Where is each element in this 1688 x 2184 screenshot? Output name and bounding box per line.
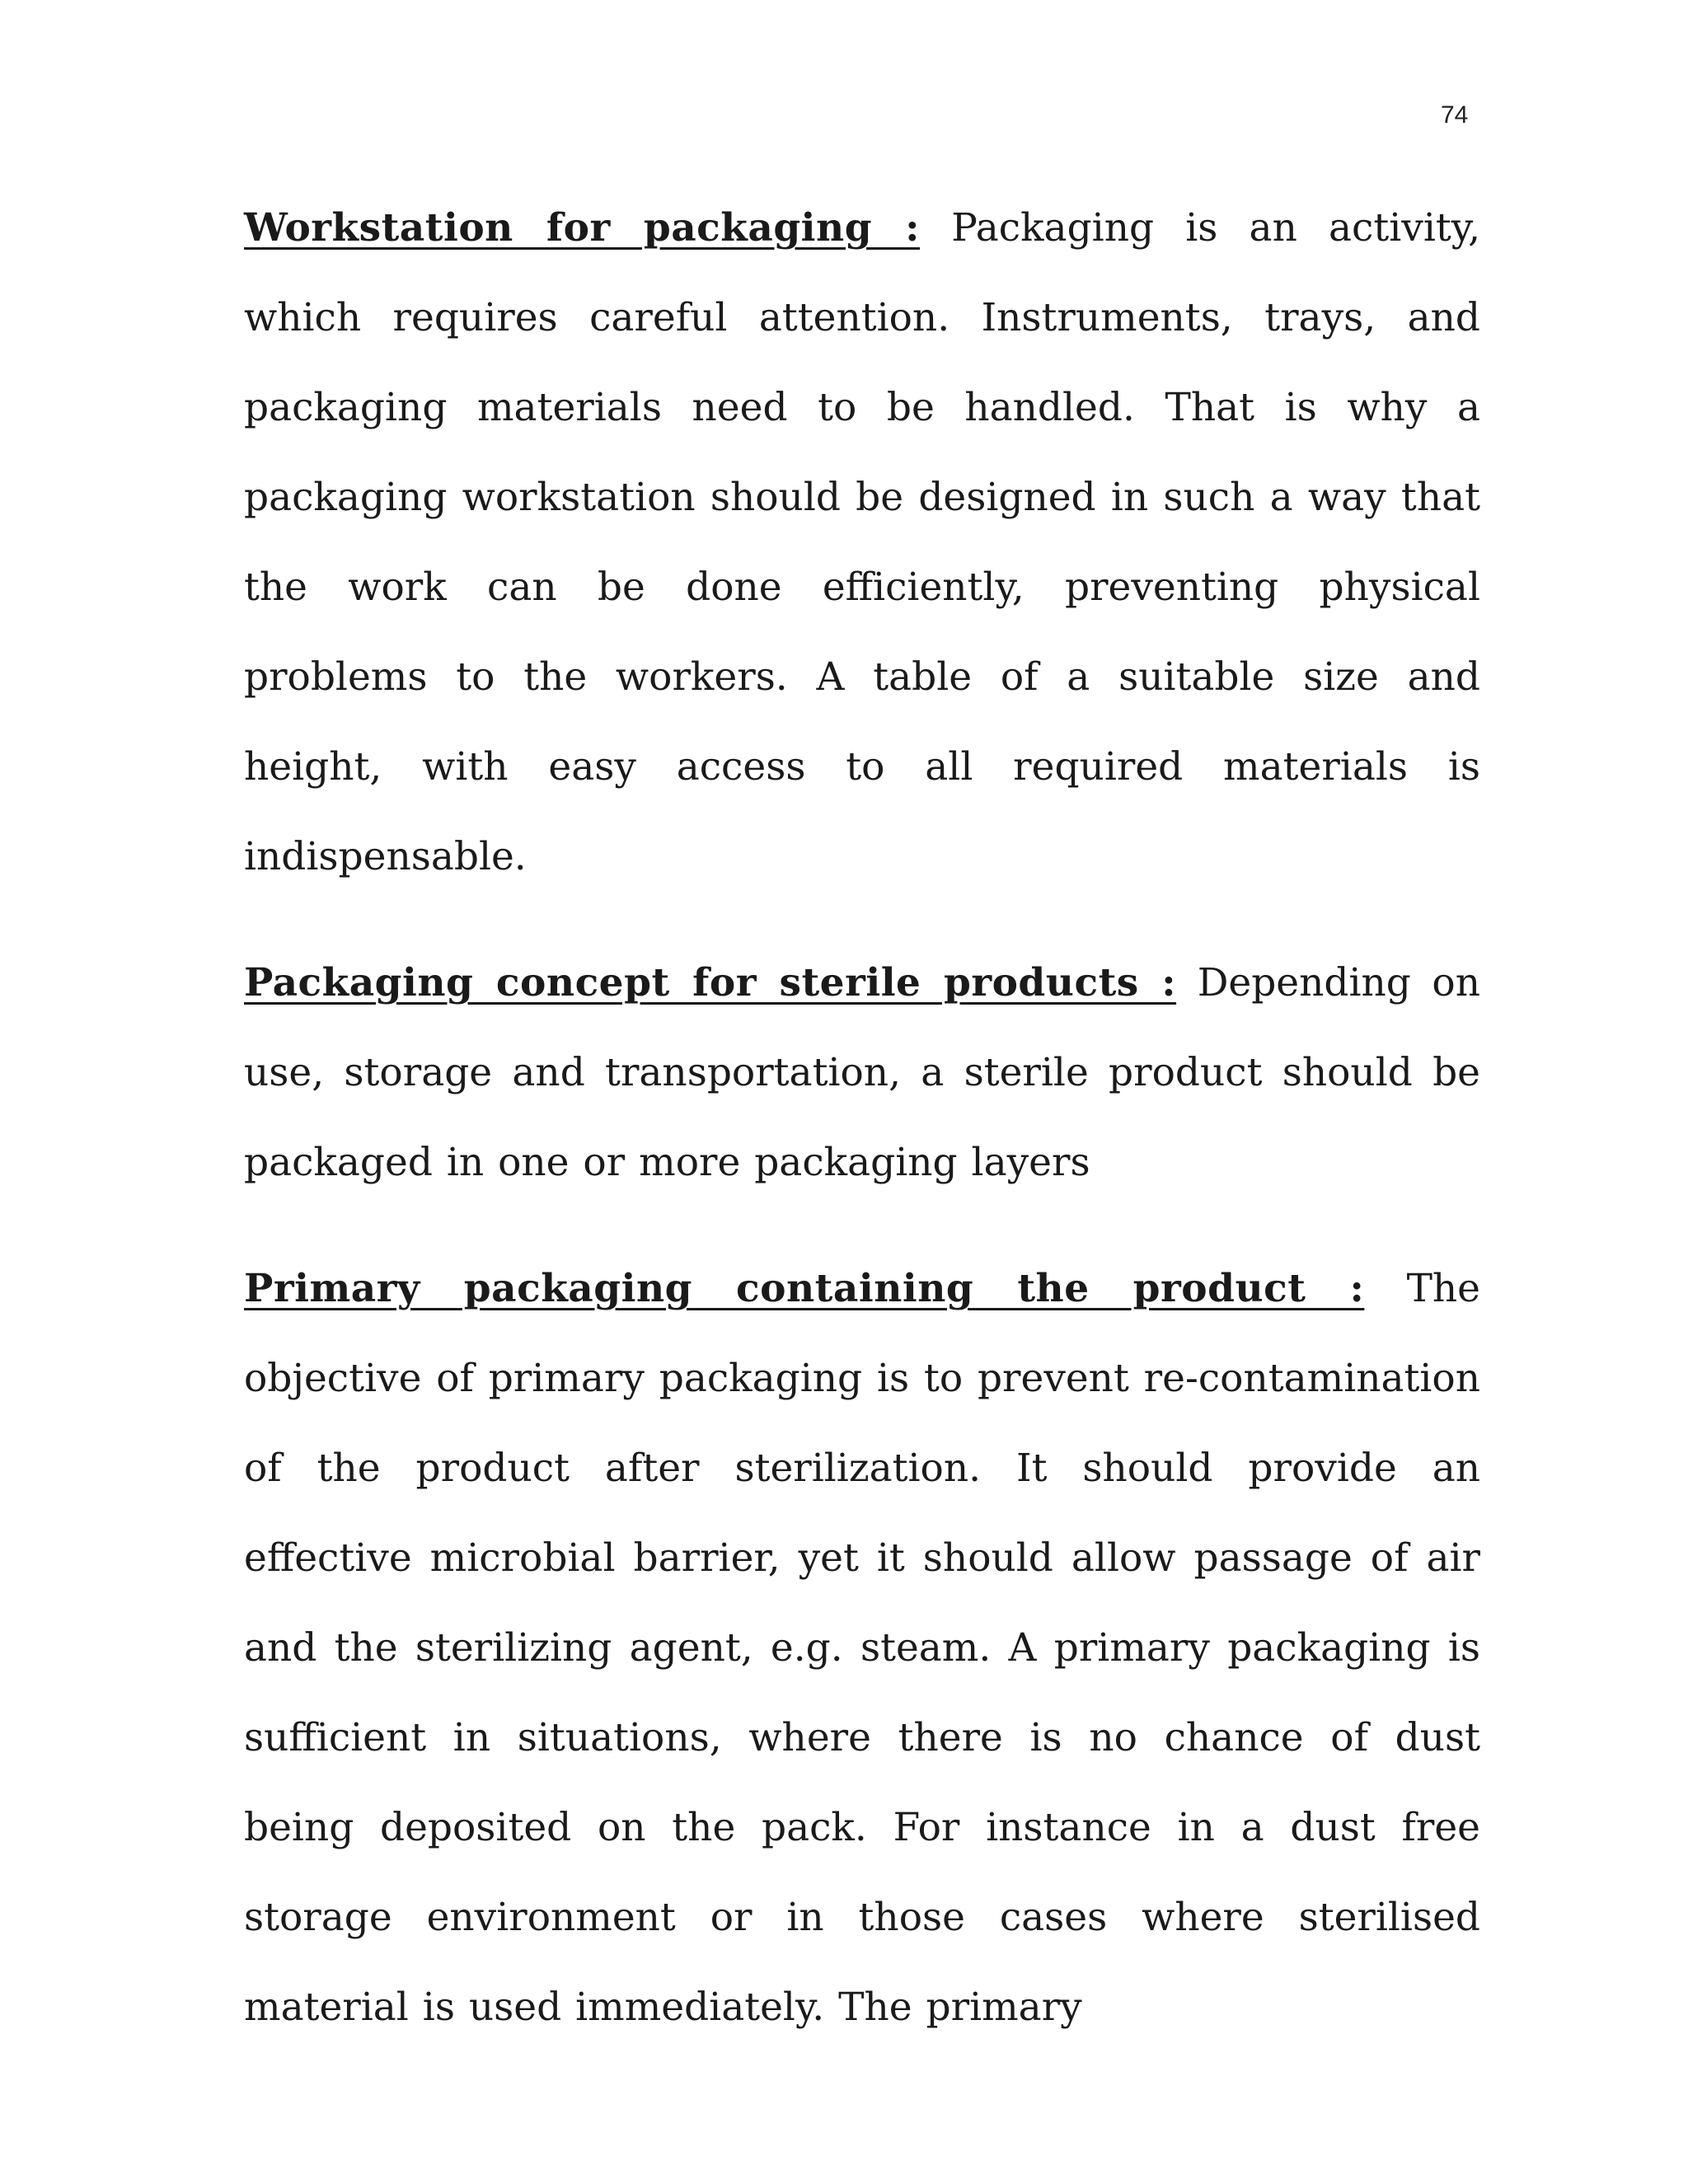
section-primary-packaging xyxy=(244,1244,1480,2052)
section-packaging-concept xyxy=(244,938,1480,1207)
section-body: Depending on use, storage and transportation, a sterile product should be packaged in one or more packaging layers xyxy=(244,960,1480,1185)
section-body: The objective of primary packaging is to prevent re-contamination of the product after sterilization. It should provide an effective microbial barrier, yet it should allow passage of air and the sterilizing agent, e.g. steam. A primary packaging is sufficient in situations, where there is no chance of dust being deposited on the pack. For instance in a dust free storage environment or in those cases where sterilised material is used immediately. The primary xyxy=(244,1266,1480,2030)
document-body xyxy=(244,183,1480,2052)
section-workstation-for-packaging xyxy=(244,183,1480,902)
section-body: Packaging is an activity, which requires careful attention. Instruments, trays, and packaging materials need to be handled. That is why a packaging workstation should be designed in such a way that the work can be done efficiently, preventing physical problems to the workers. A table of a suitable size and height, with easy access to all required materials is indispensable. xyxy=(244,205,1481,879)
page-number: 74 xyxy=(1441,101,1469,129)
section-heading: Workstation for packaging : xyxy=(244,205,921,251)
section-heading: Packaging concept for sterile products : xyxy=(244,960,1177,1005)
section-heading: Primary packaging containing the product : xyxy=(244,1266,1365,1311)
